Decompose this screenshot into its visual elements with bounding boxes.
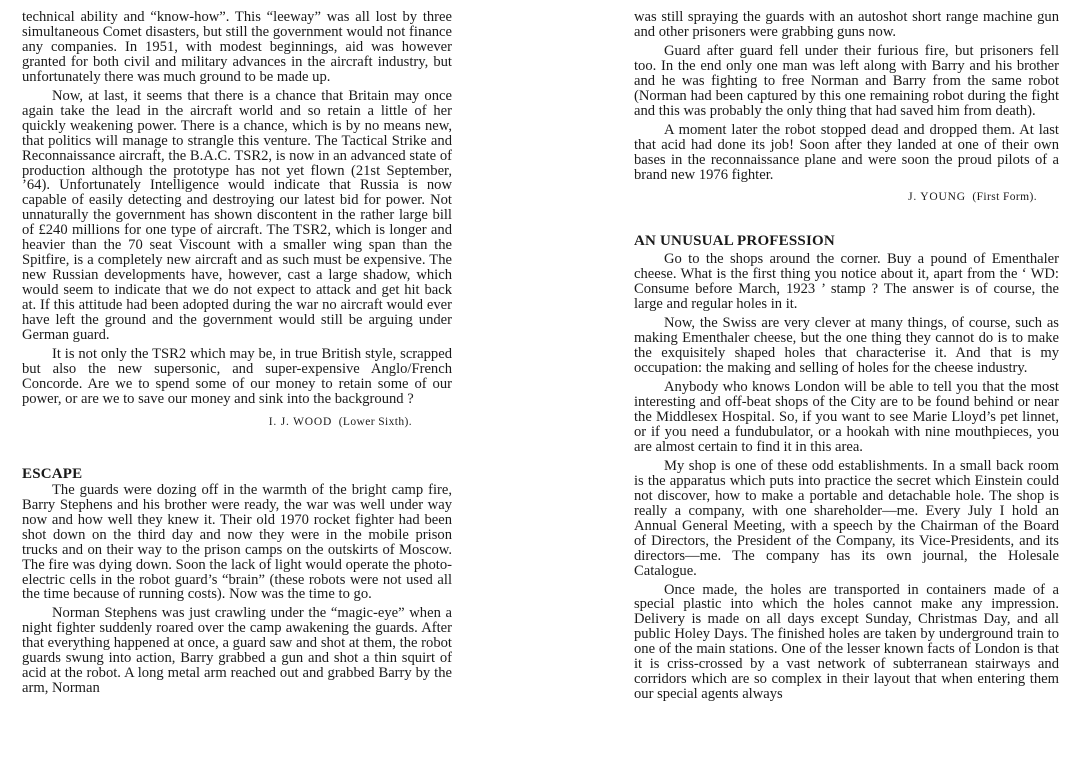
paragraph: Now, the Swiss are very clever at many things, of course, such as making Ementhaler cheese, but the one thing they cannot do is to make the exquisitely shaped holes that characterise it. And that is my occupation: the making and selling of holes for the cheese industry. — [634, 315, 1059, 377]
paragraph: Once made, the holes are transported in containers made of a special plastic into which the holes cannot make any impression. Delivery is made on all days except Sunday, Christmas Day, and all public Holey Days. The finished holes are taken by underground train to one of the main stations. One of the lesser known facts of London is that it is criss-crossed by a vast network of subterranean stairways and corridors which are so complex in their layout that when entering them our special agents always — [634, 581, 1059, 703]
paragraph: Guard after guard fell under their furious fire, but prisoners fell too. In the end only one man was left along with Barry and his brother and he was fighting to free Norman and Barry from the same robot (Norman had been captured by this one remaining robot during the fight and this was probably the only thing that had saved him from death). — [634, 42, 1059, 119]
author-name: I. J. WOOD — [268, 415, 333, 428]
paragraph: My shop is one of these odd establishments. In a small back room is the apparatus which puts into practice the secret which Einstein could not discover, how to make a portable and detachable hole. The shop is really a company, with one shareholder—me. Every July I hold an Annual General Meeting, with a speech by the Chairman of the Board of Directors, the President of the Company, its Vice-Presidents, and its directors—me. The company has its own journal, the Holesale Catalogue. — [634, 457, 1059, 579]
escape-article-continued — [634, 10, 1059, 203]
unusual-profession-article — [634, 233, 1059, 702]
article-title: ESCAPE — [22, 465, 83, 482]
paragraph: It is not only the TSR2 which may be, in true British style, scrapped but also the new supersonic, and super-expensive Anglo/French Concorde. Are we to spend some of our money to retain some of our power, or are we to save our money and sink into the background ? — [22, 345, 452, 407]
author-signature — [634, 191, 1059, 203]
paragraph: technical ability and “know-how”. This “leeway” was all lost by three simultaneous Comet disasters, but still the government would not finance any companies. In 1951, with modest beginnings, aid was however granted for both civil and military advances in the aircraft industry, but unfortunately there was much ground to be made up. — [22, 9, 452, 85]
author-signature — [22, 416, 452, 428]
paragraph: Norman Stephens was just crawling under the “magic-eye” when a night fighter suddenly roared over the camp awakening the guards. After that everything happened at once, a guard saw and shot at them, the robot guards swung into action, Barry grabbed a gun and shot a thin squirt of acid at the robot. A long metal arm reached out and grabbed Barry by the arm, Norman — [22, 605, 452, 697]
escape-article — [22, 466, 452, 696]
paragraph: Go to the shops around the corner. Buy a pound of Ementhaler cheese. What is the first thing you notice about it, apart from the ‘ WD: Consume before March, 1923 ’ stamp ? The answer is of course, the large and regular holes in it. — [634, 251, 1059, 313]
author-form: (First Form). — [972, 191, 1037, 204]
paragraph: A moment later the robot stopped dead and dropped them. At last that acid had done its job! Soon after they landed at one of their own bases in the reconnaissance plane and were soon the proud pilots of a brand new 1976 fighter. — [634, 121, 1059, 183]
right-page — [634, 10, 1059, 702]
article-title: AN UNUSUAL PROFESSION — [634, 233, 835, 250]
author-form: (Lower Sixth). — [338, 415, 412, 428]
paragraph: was still spraying the guards with an autoshot short range machine gun and other prisoners were grabbing guns now. — [634, 9, 1059, 40]
paragraph: Now, at last, it seems that there is a chance that Britain may once again take the lead in the aircraft world and so retain a little of her quickly weakening power. There is a chance, which is by no means new, that politics will manage to strangle this venture. The Tactical Strike and Reconnaissance aircraft, the B.A.C. TSR2, is now in an advanced state of production although the prototype has not yet flown (21st September, ’64). Unfortunately Intelligence would indicate that Russia is now capable of easily detecting and destroying our latest bid for power. Not unnaturally the government has shown discontent in the rather large bill of £240 millions for one type of aircraft. The TSR2, which is longer and heavier than the 70 seat Viscount with a smaller wing span than the Spitfire, is a completely new aircraft and as such must be expensive. The new Russian developments have, however, cast a large shadow, which would seem to indicate that we do not expect to attack and get hit back at. If this attitude had been adopted during the war no aircraft would ever have left the ground and the government would still be arguing under German guard. — [22, 87, 452, 344]
author-name: J. YOUNG — [908, 191, 966, 204]
paragraph: Anybody who knows London will be able to tell you that the most interesting and off-beat shops of the City are to be found behind or near the Middlesex Hospital. So, if you want to see Marie Lloyd’s pet linnet, or if you need a fundubulator, or a hookah with nine mouthpieces, you are almost certain to find it in this area. — [634, 379, 1059, 455]
left-page — [22, 10, 452, 696]
aircraft-article-continued — [22, 10, 452, 428]
paragraph: The guards were dozing off in the warmth of the bright camp fire, Barry Stephens and his brother were ready, the war was well under way now and how well they knew it. Their old 1970 rocket fighter had been shot down on the third day and now they were in the mobile prison trucks and on their way to the prison camps on the outskirts of Moscow. The fire was dying down. Soon the lack of light would operate the photo-electric cells in the robot guard’s “brain” (these robots were not used all the time because of running costs). Now was the time to go. — [22, 481, 452, 603]
